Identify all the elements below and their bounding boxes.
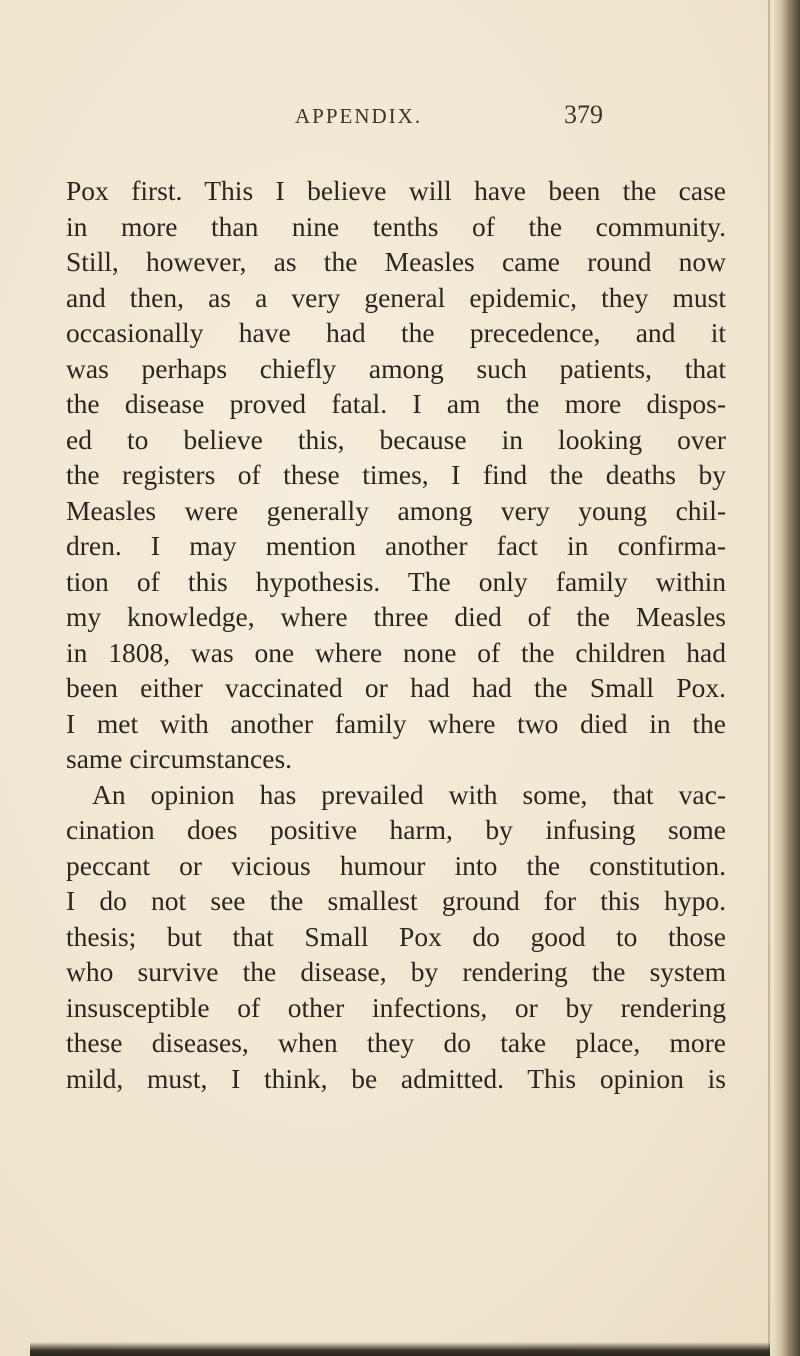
- text-line: tion of this hypothesis. The only family within: [66, 565, 726, 597]
- text-line: my knowledge, where three died of the Measles: [66, 601, 726, 632]
- text-line: insusceptible of other infections, or by rendering: [66, 991, 726, 1023]
- text-line: these diseases, when they do take place, more: [66, 1027, 726, 1058]
- text-line: in 1808, was one where none of the children had: [66, 636, 726, 668]
- text-line: Measles were generally among very young chil-: [66, 494, 726, 526]
- text-line: the disease proved fatal. I am the more dispos-: [66, 388, 726, 419]
- body-text: [66, 173, 726, 1096]
- text-line: mild, must, I think, be admitted. This opinion is: [66, 1062, 726, 1094]
- page-bottom-shadow: [30, 1342, 770, 1356]
- page-edge-line: [768, 0, 770, 1356]
- page-header: [60, 98, 760, 138]
- running-head: APPENDIX.: [295, 104, 423, 128]
- text-line: I do not see the smallest ground for this hypo.: [66, 885, 726, 916]
- text-line: peccant or vicious humour into the constitution.: [66, 849, 726, 881]
- text-line: cination does positive harm, by infusing some: [66, 814, 726, 845]
- text-line: I met with another family where two died in the: [66, 707, 726, 739]
- text-line: ed to believe this, because in looking over: [66, 423, 726, 455]
- text-line: in more than nine tenths of the community.: [66, 210, 726, 242]
- text-line: was perhaps chiefly among such patients, that: [66, 352, 726, 384]
- text-line: Pox first. This I believe will have been the case: [66, 175, 726, 206]
- text-line: been either vaccinated or had had the Small Pox.: [66, 672, 726, 703]
- text-line: the registers of these times, I find the deaths by: [66, 459, 726, 490]
- text-line: who survive the disease, by rendering the system: [66, 956, 726, 987]
- text-line: and then, as a very general epidemic, they must: [66, 281, 726, 313]
- text-line: occasionally have had the precedence, and it: [66, 317, 726, 348]
- text-line: thesis; but that Small Pox do good to those: [66, 920, 726, 952]
- page-number: 379: [564, 100, 603, 129]
- text-line: Still, however, as the Measles came round now: [66, 246, 726, 277]
- paragraph-start-line: An opinion has prevailed with some, that vac-: [92, 778, 726, 810]
- paragraph-end-line: same circumstances.: [66, 743, 293, 774]
- text-line: dren. I may mention another fact in confirma-: [66, 530, 726, 561]
- page-binding-shadow: [774, 0, 800, 1356]
